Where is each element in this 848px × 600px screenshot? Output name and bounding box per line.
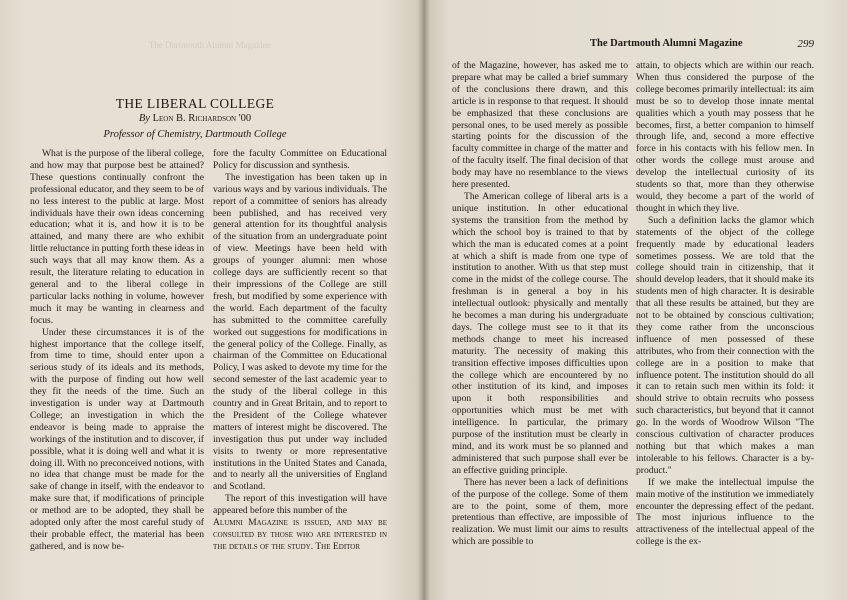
book-gutter: [418, 0, 430, 600]
right-column-1: [452, 60, 628, 548]
paragraph: What is the purpose of the liberal college, and how may that purpose best be attained? These questions continually confront the professional educator, and they seem to be of no less interest to the public at large. Most individuals have their own ideas concerning education; what it is, and how it is to be attained, and many there are who exhibit little reluctance in putting forth these ideas in such ways that all may know them. As a result, the literature relating to education in general and to the liberal college in particular lacks nothing in volume, however much it may be wanting in clearness and focus.: [30, 148, 204, 326]
page-number: 299: [797, 38, 814, 50]
right-page: [424, 0, 848, 600]
paragraph: The report of this investigation will have appeared before this number of the: [213, 493, 387, 517]
left-column-2: [213, 148, 387, 553]
paragraph: Alumni Magazine is issued, and may be consulted by those who are interested in the details of the study. The Editor: [213, 517, 387, 552]
paragraph: of the Magazine, however, has asked me to prepare what may be called a brief summary of the conclusions there drawn, and this article is in response to that request. It should be emphasized that these conclusions are personal ones, to be used merely as possible starting points for the discussion of the faculty committee in charge of the matter and of the faculty itself. The final decision of that body may have no resemblance to the views here presented.: [452, 60, 628, 191]
author-name: Leon B. Richardson '00: [152, 113, 252, 124]
byline-prefix: By: [138, 113, 150, 124]
paragraph: The American college of liberal arts is a unique institution. In other educational systems the transition from the method by which the school boy is trained to that by which the man is educated comes at a point at which a shift is made from one type of institution to another. With us that step must come in the midst of the college course. The freshman is in general a boy in his intellectual outlook: physically and mentally he becomes a man during his undergraduate days. The college must see to it that its methods change to meet his increased maturity. The necessity of making this transition effective imposes difficulties upon the college which are encountered by no other institution of its kind, and imposes upon it both responsibilities and opportunities which must be met with intelligence. In particular, the primary purpose of the institution must be clearly in mind, and its work must be so planned and administered that such purpose shall ever be an effective guiding principle.: [452, 190, 628, 476]
bleed-through-text: The Dartmouth Alumni Magazine: [148, 40, 272, 50]
article-title: THE LIBERAL COLLEGE: [115, 96, 275, 111]
paragraph: attain, to objects which are within our reach. When thus considered the purpose of the college becomes primarily intellectual: its aim must be so to develop those innate mental qualities which a youth may possess that he becomes, first, a better companion to himself through life, and, second a more effective force in his contacts with his fellow men. In other words the college must arouse and develop the intellectual curiosity of its students so that, more than they otherwise would, they become a part of the world of thought in which they live.: [636, 60, 814, 214]
paragraph: Under these circumstances it is of the highest importance that the college itself, from time to time, should enter upon a serious study of its ideals and its methods, with the purpose of finding out how well they fit the needs of the time. Such an investigation is under way at Dartmouth College; an investigation in which the endeavor is being made to appraise the workings of the institution and to discover, if possible, what it is doing well and what it is doing ill. With no preconceived notions, with no idea that change must be made for the sake of change in itself, with the endeavor to make sure that, if modifications of principle or method are to be adopted, they shall be adopted only after the most careful study of their probable effect, the material has been gathered, and is now be-: [30, 326, 204, 552]
byline: [30, 113, 360, 124]
paragraph: There has never been a lack of definitions of the purpose of the college. Some of them are to the point, some of them, more pretentious than effective, are impossible of realization. We must limit our aims to results which are possible to: [452, 476, 628, 548]
right-column-2: [636, 60, 814, 548]
paragraph: fore the faculty Committee on Educational Policy for discussion and synthesis.: [213, 148, 387, 171]
paragraph: The investigation has been taken up in various ways and by various individuals. The report of a committee of seniors has already been published, and has received very general attention for its thoughtful analysis of the situation from an undergraduate point of view. Meetings have been held with groups of younger alumni: men whose college days are sufficiently recent so that their impressions of the College are still fresh, but modified by some experience with the world. Each department of the faculty has submitted to the committee carefully worked out suggestions for modifications in the general policy of the College. Finally, as chairman of the Committee on Educational Policy, I was asked to devote my time for the second semester of the last academic year to the study of the liberal college in this country and in Great Britain, and to report to the President of the College whatever matters of interest might be discovered. The investigation thus put under way included visits to twenty or more representative institutions in the United States and Canada, and to nearly all the universities of England and Scotland.: [213, 171, 387, 493]
paragraph: If we make the intellectual impulse the main motive of the institution we immediately encounter the depressing effect of the pedant. The most injurious influence to the attractiveness of the intellectual appeal of the college is the ex-: [636, 476, 814, 548]
left-column-1: [30, 148, 204, 553]
running-header: [452, 38, 814, 52]
author-affiliation: Professor of Chemistry, Dartmouth College: [103, 129, 287, 140]
magazine-title: The Dartmouth Alumni Magazine: [590, 38, 743, 49]
paragraph: Such a definition lacks the glamor which statements of the object of the college frequently made by educational leaders sometimes possess. We are told that the college should train in citizenship, that it should develop leaders, that it should make its students men of high character. It is desirable that all these results be attained, but they are not to be obtained by conscious cultivation; they come rather from the unconscious influence of men possessed of these attributes, who from their connection with the college are in a position to make that influence potent. The institution should do all it can to retain such men within its fold: it should strive to obtain recruits who possess such characteristics, but beyond that it cannot go. In the words of Woodrow Wilson "The conscious cultivation of character produces nothing but that which makes a man intolerable to his fellows. Character is a by-product.": [636, 214, 814, 476]
